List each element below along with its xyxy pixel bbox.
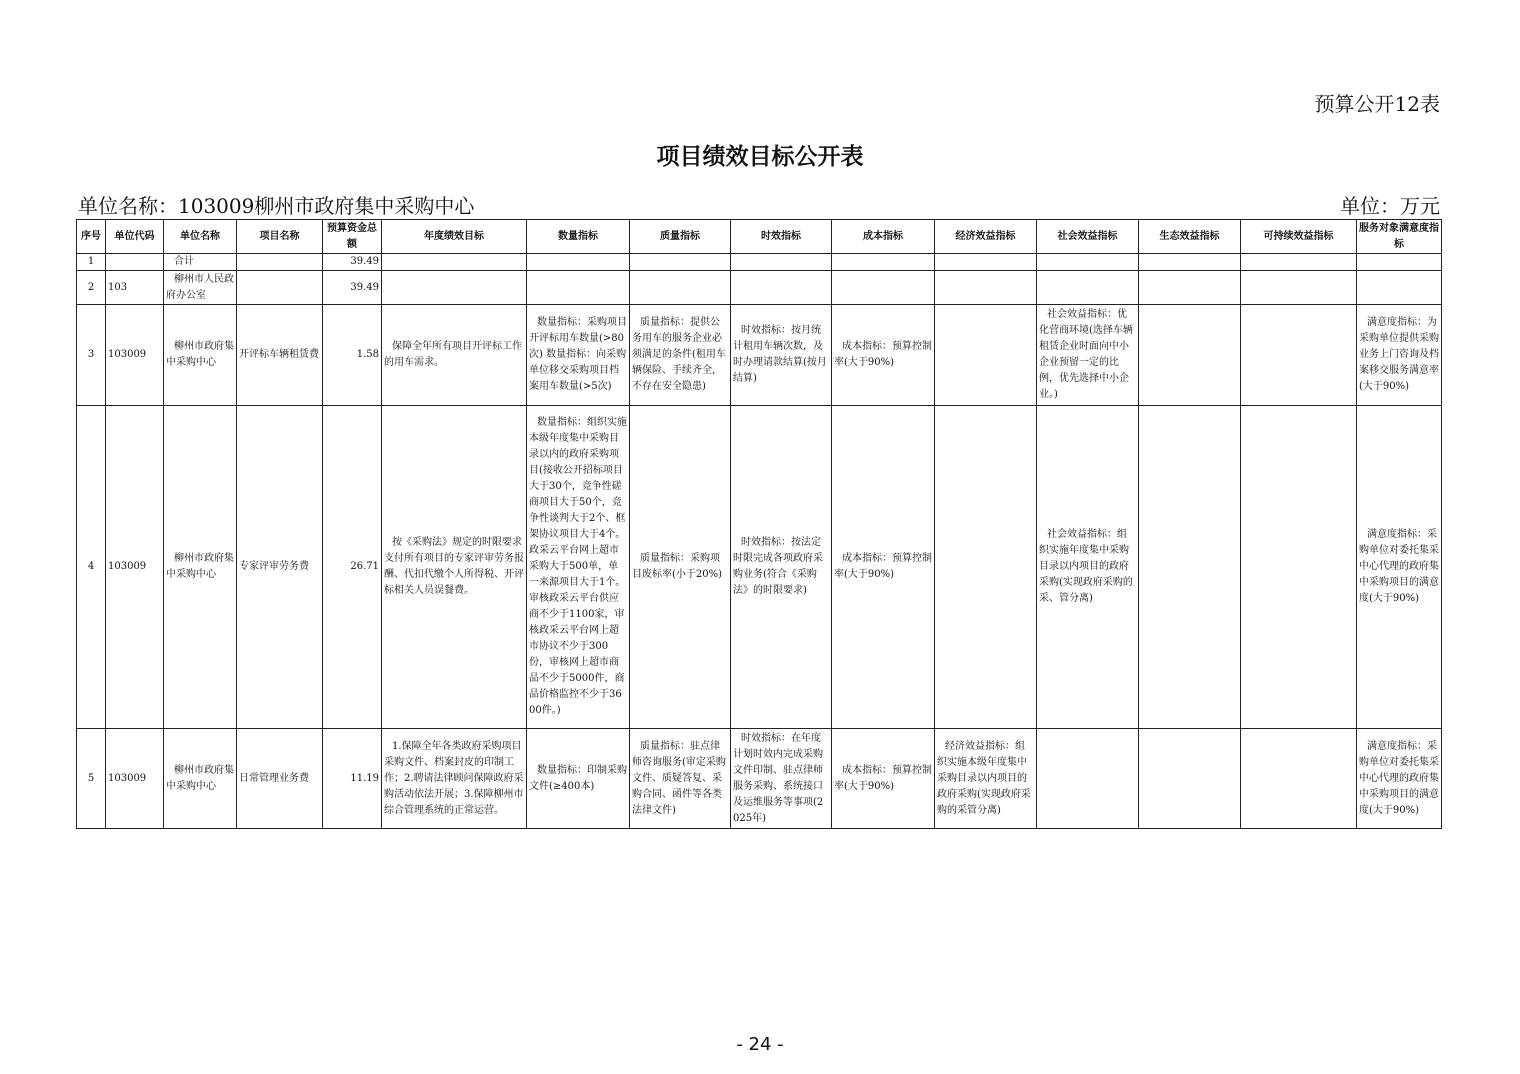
- cell-social: [1037, 271, 1139, 305]
- cell-budget: 26.71: [323, 406, 382, 729]
- cell-budget: 11.19: [323, 729, 382, 829]
- cell-satisfaction: 满意度指标：为采购单位提供采购业务上门咨询及档案移交服务满意率(大于90%): [1357, 305, 1442, 406]
- col-header-seq: 序号: [77, 220, 106, 254]
- col-header-unit-name: 单位名称: [164, 220, 237, 254]
- col-header-timeliness: 时效指标: [731, 220, 832, 254]
- cell-quantity: 数量指标：组织实施本级年度集中采购目录以内的政府采购项目(接收公开招标项目大于30个，竞争性磋商项目大于50个，竞争性谈判大于2个、框架协议项目大于4个。政采云平台网上超市采购大于500单，单一来源项目大于1个。审核政采云平台供应商不少于1100家，审核政采云平台网上超市协议不少于300份，审核网上超市商品不少于5000件，商品价格监控不少于3600件。): [527, 406, 630, 729]
- cell-project: 日常管理业务费: [237, 729, 323, 829]
- cell-code: 103: [106, 271, 164, 305]
- cell-goal: [382, 271, 527, 305]
- cell-quantity: 数量指标：采购项目开评标用车数量(>80次) 数量指标：向采购单位移交采购项目档案用车数量(>5次): [527, 305, 630, 406]
- cell-quality: 质量指标：驻点律师咨询服务(审定采购文件、质疑答复、采购合同、函件等各类法律文件): [630, 729, 731, 829]
- cell-seq: 3: [77, 305, 106, 406]
- currency-unit-label: 单位：万元: [1340, 194, 1440, 218]
- col-header-quality: 质量指标: [630, 220, 731, 254]
- cell-satisfaction: 满意度指标：采购单位对委托集采中心代理的政府集中采购项目的满意度(大于90%): [1357, 729, 1442, 829]
- table-row: [77, 271, 1442, 305]
- table-row: [77, 305, 1442, 406]
- cell-timeliness: 时效指标：按月统计租用车辆次数，及时办理请款结算(按月结算): [731, 305, 832, 406]
- cell-code: 103009: [106, 406, 164, 729]
- cell-sustainable: [1241, 271, 1357, 305]
- cell-social: 社会效益指标：组织实施年度集中采购目录以内项目的政府采购(实现政府采购的采、管分离): [1037, 406, 1139, 729]
- cell-sustainable: [1241, 254, 1357, 271]
- cell-goal: [382, 254, 527, 271]
- cell-code: 103009: [106, 305, 164, 406]
- cell-economic: [935, 271, 1037, 305]
- cell-ecological: [1139, 271, 1241, 305]
- cell-economic: [935, 254, 1037, 271]
- col-header-economic: 经济效益指标: [935, 220, 1037, 254]
- cell-cost: 成本指标：预算控制率(大于90%): [832, 305, 935, 406]
- cell-satisfaction: [1357, 271, 1442, 305]
- cell-seq: 4: [77, 406, 106, 729]
- col-header-project: 项目名称: [237, 220, 323, 254]
- cell-cost: [832, 254, 935, 271]
- page-title: 项目绩效目标公开表: [656, 144, 864, 170]
- unit-name-label: 单位名称：103009柳州市政府集中采购中心: [78, 194, 475, 218]
- cell-goal: 保障全年所有项目开评标工作的用车需求。: [382, 305, 527, 406]
- col-header-code: 单位代码: [106, 220, 164, 254]
- cell-quantity: 数量指标：印制采购文件(≥400本): [527, 729, 630, 829]
- cell-sustainable: [1241, 406, 1357, 729]
- cell-quality: [630, 254, 731, 271]
- col-header-satisfaction: 服务对象满意度指标: [1357, 220, 1442, 254]
- cell-quality: [630, 271, 731, 305]
- cell-cost: 成本指标：预算控制率(大于90%): [832, 406, 935, 729]
- performance-table: [76, 219, 1442, 829]
- cell-project: 开评标车辆租赁费: [237, 305, 323, 406]
- cell-social: [1037, 254, 1139, 271]
- page-number: - 24 -: [736, 1034, 784, 1055]
- cell-quantity: [527, 271, 630, 305]
- cell-project: 专家评审劳务费: [237, 406, 323, 729]
- cell-seq: 5: [77, 729, 106, 829]
- col-header-cost: 成本指标: [832, 220, 935, 254]
- cell-budget: 39.49: [323, 271, 382, 305]
- cell-unit-name: 合计: [164, 254, 237, 271]
- cell-timeliness: [731, 271, 832, 305]
- table-row: [77, 729, 1442, 829]
- cell-goal: 1.保障全年各类政府采购项目采购文件、档案封皮的印制工作；2.聘请法律顾问保障政府采购活动依法开展；3.保障柳州市综合管理系统的正常运营。: [382, 729, 527, 829]
- cell-unit-name: 柳州市政府集中采购中心: [164, 305, 237, 406]
- cell-unit-name: 柳州市政府集中采购中心: [164, 406, 237, 729]
- cell-cost: 成本指标：预算控制率(大于90%): [832, 729, 935, 829]
- col-header-ecological: 生态效益指标: [1139, 220, 1241, 254]
- col-header-social: 社会效益指标: [1037, 220, 1139, 254]
- cell-ecological: [1139, 305, 1241, 406]
- cell-social: [1037, 729, 1139, 829]
- col-header-sustainable: 可持续效益指标: [1241, 220, 1357, 254]
- cell-seq: 2: [77, 271, 106, 305]
- cell-timeliness: 时效指标：按法定时限完成各项政府采购业务(符合《采购法》的时限要求): [731, 406, 832, 729]
- table-header-row: [77, 220, 1442, 254]
- cell-sustainable: [1241, 729, 1357, 829]
- cell-timeliness: [731, 254, 832, 271]
- cell-sustainable: [1241, 305, 1357, 406]
- cell-satisfaction: [1357, 254, 1442, 271]
- cell-quality: 质量指标：采购项目废标率(小于20%): [630, 406, 731, 729]
- cell-budget: 39.49: [323, 254, 382, 271]
- cell-economic: [935, 305, 1037, 406]
- cell-quality: 质量指标：提供公务用车的服务企业必须满足的条件(租用车辆保险、手续齐全，不存在安全隐患): [630, 305, 731, 406]
- cell-economic: [935, 406, 1037, 729]
- cell-budget: 1.58: [323, 305, 382, 406]
- cell-code: 103009: [106, 729, 164, 829]
- cell-quantity: [527, 254, 630, 271]
- cell-ecological: [1139, 729, 1241, 829]
- cell-social: 社会效益指标：优化营商环境(选择车辆租赁企业时面向中小企业预留一定的比例，优先选择中小企业。): [1037, 305, 1139, 406]
- cell-project: [237, 271, 323, 305]
- cell-cost: [832, 271, 935, 305]
- col-header-budget: 预算资金总额: [323, 220, 382, 254]
- cell-project: [237, 254, 323, 271]
- cell-timeliness: 时效指标：在年度计划时效内完成采购文件印制、驻点律师服务采购、系统接口及运维服务等事项(2025年): [731, 729, 832, 829]
- cell-ecological: [1139, 406, 1241, 729]
- table-number: 预算公开12表: [1314, 92, 1440, 116]
- cell-ecological: [1139, 254, 1241, 271]
- cell-satisfaction: 满意度指标：采购单位对委托集采中心代理的政府集中采购项目的满意度(大于90%): [1357, 406, 1442, 729]
- table-row: [77, 254, 1442, 271]
- cell-code: [106, 254, 164, 271]
- cell-seq: 1: [77, 254, 106, 271]
- cell-economic: 经济效益指标：组织实施本级年度集中采购目录以内项目的政府采购(实现政府采购的采管分离): [935, 729, 1037, 829]
- cell-unit-name: 柳州市人民政府办公室: [164, 271, 237, 305]
- cell-unit-name: 柳州市政府集中采购中心: [164, 729, 237, 829]
- col-header-quantity: 数量指标: [527, 220, 630, 254]
- cell-goal: 按《采购法》规定的时限要求支付所有项目的专家评审劳务报酬、代扣代缴个人所得税、开评标相关人员误餐费。: [382, 406, 527, 729]
- col-header-goal: 年度绩效目标: [382, 220, 527, 254]
- table-row: [77, 406, 1442, 729]
